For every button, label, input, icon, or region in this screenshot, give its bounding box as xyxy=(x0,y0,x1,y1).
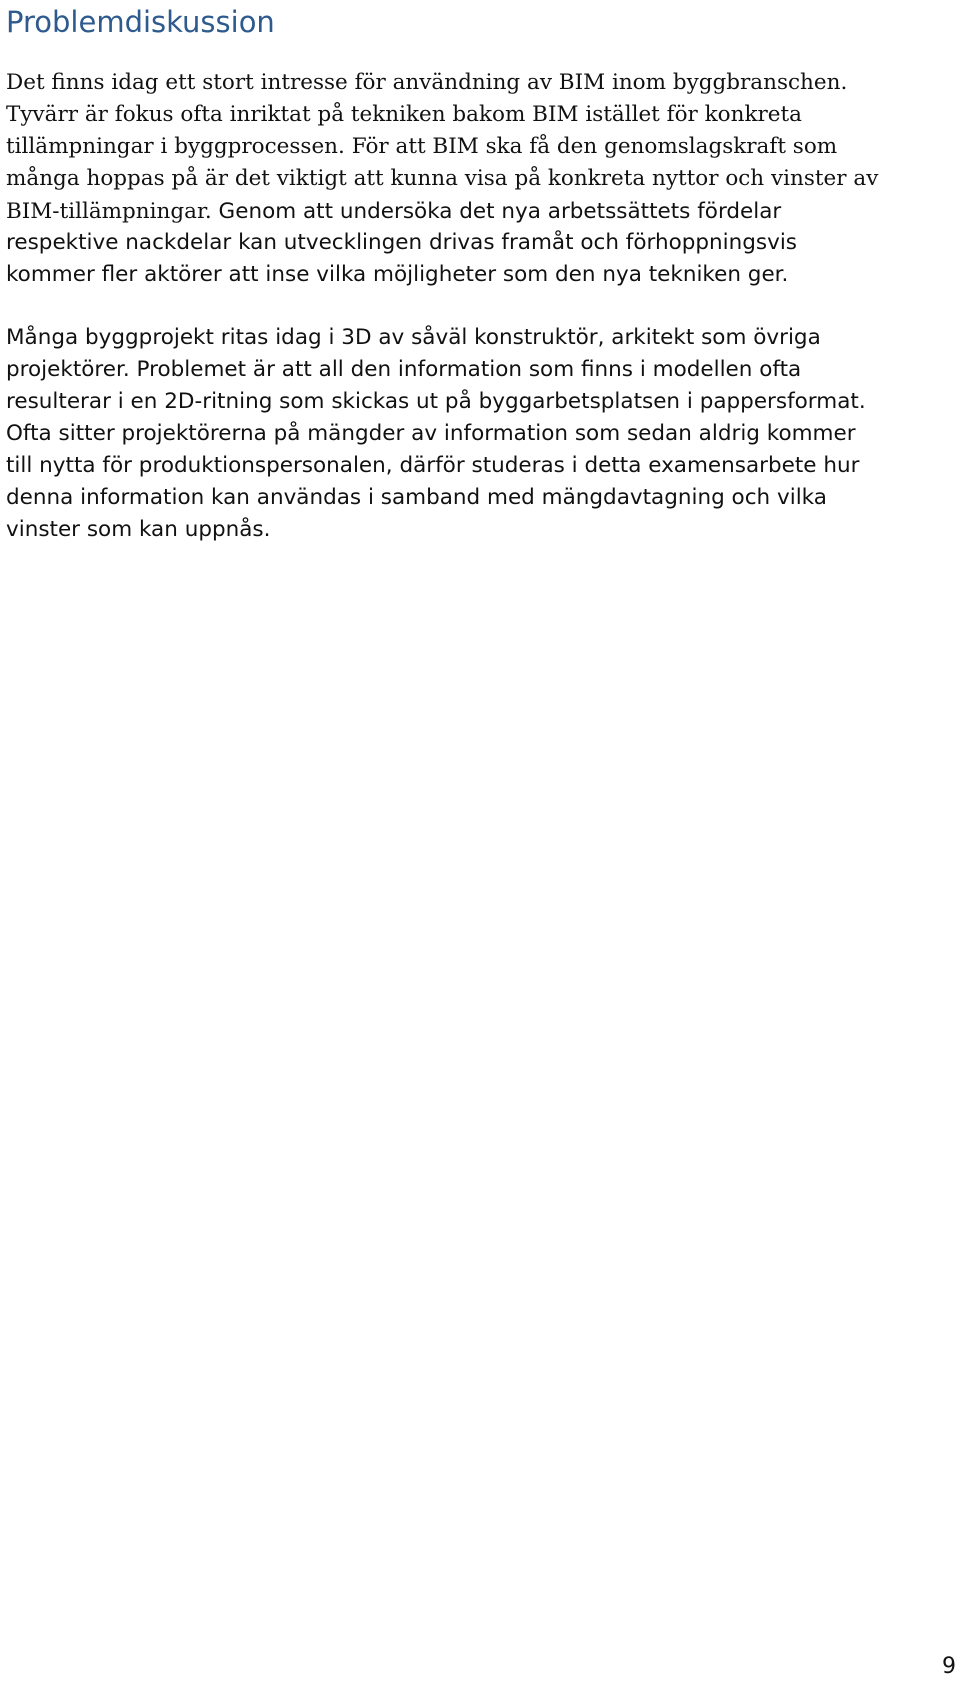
section-heading: Problemdiskussion xyxy=(6,5,275,39)
paragraph-1-line-5-sans-part: Genom att undersöka det nya arbetssättets fördelar xyxy=(211,199,782,224)
paragraph-1-line-2: Tyvärr är fokus ofta inriktat på tekniken bakom BIM istället för konkreta xyxy=(6,102,802,127)
paragraph-2-line-6: denna information kan användas i samband med mängdavtagning och vilka xyxy=(6,485,827,510)
paragraph-2-line-4: Ofta sitter projektörerna på mängder av information som sedan aldrig kommer xyxy=(6,421,856,446)
paragraph-1-line-7: kommer fler aktörer att inse vilka möjligheter som den nya tekniken ger. xyxy=(6,262,789,287)
paragraph-2-line-7: vinster som kan uppnås. xyxy=(6,517,271,542)
paragraph-1-line-3: tillämpningar i byggprocessen. För att BIM ska få den genomslagskraft som xyxy=(6,134,838,159)
paragraph-2-line-5: till nytta för produktionspersonalen, därför studeras i detta examensarbete hur xyxy=(6,453,860,478)
page-number: 9 xyxy=(942,1654,956,1679)
paragraph-2-line-3: resulterar i en 2D-ritning som skickas ut på byggarbetsplatsen i pappersformat. xyxy=(6,389,866,414)
paragraph-1-line-6: respektive nackdelar kan utvecklingen drivas framåt och förhoppningsvis xyxy=(6,230,798,255)
paragraph-1-line-5 xyxy=(6,195,781,228)
paragraph-1-line-5-serif-part: BIM-tillämpningar. xyxy=(6,199,212,224)
paragraph-1-line-1: Det finns idag ett stort intresse för användning av BIM inom byggbranschen. xyxy=(6,70,848,95)
paragraph-2-line-2: projektörer. Problemet är att all den information som finns i modellen ofta xyxy=(6,357,802,382)
paragraph-2-line-1: Många byggprojekt ritas idag i 3D av såväl konstruktör, arkitekt som övriga xyxy=(6,325,821,350)
paragraph-1-line-4: många hoppas på är det viktigt att kunna visa på konkreta nyttor och vinster av xyxy=(6,166,879,191)
